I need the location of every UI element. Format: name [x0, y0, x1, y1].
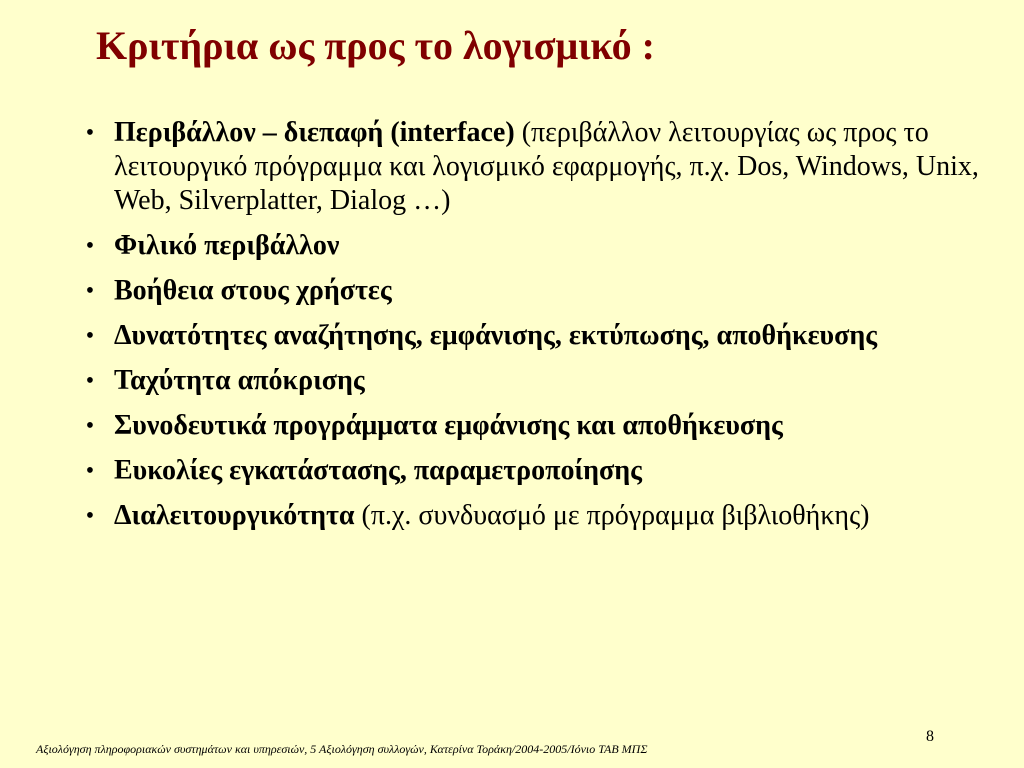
page-number: 8 — [926, 728, 934, 745]
bullet-heading: Δυνατότητες αναζήτησης, εμφάνισης, εκτύπωσης, αποθήκευσης — [114, 320, 878, 351]
bullet-item-companion-programs — [80, 409, 980, 443]
bullet-heading: Συνοδευτικά προγράμματα εμφάνισης και αποθήκευσης — [114, 410, 783, 441]
bullet-item-friendly — [80, 229, 980, 263]
bullet-item-help — [80, 274, 980, 308]
bullet-dot-icon: • — [85, 233, 95, 259]
bullet-item-capabilities — [80, 319, 980, 353]
bullet-heading: Βοήθεια στους χρήστες — [114, 275, 392, 306]
bullet-list — [80, 116, 980, 544]
bullet-detail: (π.χ. συνδυασμό με πρόγραμμα βιβλιοθήκης) — [354, 500, 870, 531]
bullet-dot-icon: • — [85, 413, 95, 439]
bullet-dot-icon: • — [85, 120, 95, 146]
bullet-dot-icon: • — [85, 278, 95, 304]
slide-footer: Αξιολόγηση πληροφοριακών συστημάτων και υπηρεσιών, 5 Αξιολόγηση συλλογών, Κατερίνα Τοράκη/2004-2005/Ιόνιο ΤΑΒ ΜΠΣ — [36, 742, 648, 756]
bullet-item-speed — [80, 364, 980, 398]
bullet-detail: (περιβάλλον λειτουργίας ως προς το λειτουργικό πρόγραμμα και λογισμικό εφαρμογής, π.χ. Dos, Windows, Unix, Web, Silverplatter, Dialog …) — [114, 117, 979, 216]
bullet-dot-icon: • — [85, 503, 95, 529]
bullet-heading: Περιβάλλον – διεπαφή (interface) — [114, 117, 515, 148]
bullet-item-installation — [80, 454, 980, 488]
bullet-heading: Ταχύτητα απόκρισης — [114, 365, 365, 396]
bullet-heading: Φιλικό περιβάλλον — [114, 230, 340, 261]
bullet-heading: Ευκολίες εγκατάστασης, παραμετροποίησης — [114, 455, 642, 486]
slide-title: Κριτήρια ως προς το λογισμικό : — [96, 23, 655, 68]
bullet-dot-icon: • — [85, 323, 95, 349]
bullet-heading: Διαλειτουργικότητα — [114, 500, 355, 531]
bullet-item-interoperability — [80, 499, 980, 533]
bullet-dot-icon: • — [85, 458, 95, 484]
bullet-dot-icon: • — [85, 368, 95, 394]
bullet-item-interface — [80, 116, 980, 218]
